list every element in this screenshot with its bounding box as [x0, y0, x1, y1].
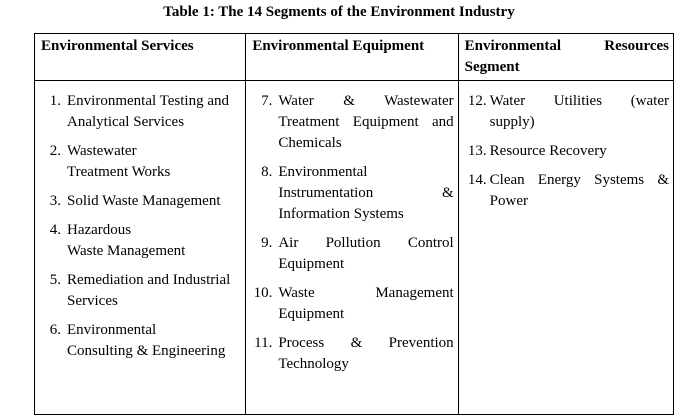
header-environmental-services: Environmental Services — [35, 34, 246, 81]
service-segment-item — [35, 270, 241, 312]
item-number: 4. — [49, 222, 61, 238]
item-text — [67, 270, 241, 312]
item-number: 5. — [49, 272, 61, 288]
item-text-line: Consulting & Engineering — [67, 343, 226, 359]
item-text-line: Power — [489, 193, 528, 209]
service-segment-item — [35, 220, 241, 262]
item-text-line: Remediation and Industrial — [67, 272, 231, 288]
item-text — [67, 220, 241, 262]
item-text — [67, 320, 241, 362]
item-text — [490, 141, 669, 162]
table-header-row — [35, 34, 674, 81]
item-text — [67, 141, 241, 183]
item-text-line: Air Pollution Control — [278, 235, 454, 251]
item-number: 14. — [467, 172, 487, 188]
item-text — [490, 91, 669, 133]
item-text-line: Environmental — [278, 164, 368, 180]
item-text — [278, 233, 453, 275]
header-resources-line-1: Environmental Resources — [464, 38, 669, 54]
item-text-line: Water & Wastewater — [278, 93, 454, 109]
item-text-line: Instrumentation & — [278, 185, 454, 201]
resources-segment-item — [459, 91, 669, 133]
item-text — [67, 191, 241, 212]
item-text-line: Analytical Services — [67, 114, 185, 130]
equipment-segment-item — [246, 91, 453, 154]
header-environmental-resources — [458, 34, 673, 81]
header-resources-line-2: Segment — [464, 59, 520, 75]
item-text-line: Equipment — [278, 306, 345, 322]
service-segment-item — [35, 320, 241, 362]
item-text-line: Clean Energy Systems & — [489, 172, 669, 188]
resources-segment-item — [459, 170, 669, 212]
item-text-line: Equipment — [278, 256, 345, 272]
item-number: 12. — [467, 93, 487, 109]
item-text-line: Chemicals — [278, 135, 342, 151]
segments-table — [34, 33, 674, 415]
item-text-line: Waste Management — [278, 285, 454, 301]
service-segment-item — [35, 141, 241, 183]
item-number: 1. — [49, 93, 61, 109]
services-cell — [35, 81, 246, 415]
equipment-segment-item — [246, 333, 453, 375]
item-number: 11. — [254, 335, 273, 351]
table-caption: Table 1: The 14 Segments of the Environment Industry — [163, 4, 515, 20]
header-environmental-equipment: Environmental Equipment — [246, 34, 458, 81]
item-text-line: Waste Management — [67, 243, 186, 259]
item-text-line: Technology — [278, 356, 349, 372]
resources-list — [459, 91, 669, 212]
item-text — [278, 162, 453, 225]
item-text-line: Water Utilities (water — [489, 93, 669, 109]
services-list — [35, 91, 241, 362]
item-text-line: Environmental — [67, 322, 157, 338]
resources-cell — [458, 81, 673, 415]
item-text — [67, 91, 241, 133]
item-text-line: Process & Prevention — [278, 335, 454, 351]
table-body-row — [35, 81, 674, 415]
item-number: 13. — [467, 143, 487, 159]
resources-segment-item — [459, 141, 669, 162]
item-text-line: Wastewater — [67, 143, 137, 159]
item-text — [278, 283, 453, 325]
item-number: 6. — [49, 322, 61, 338]
item-text-line: Solid Waste Management — [67, 193, 221, 209]
equipment-list — [246, 91, 453, 375]
service-segment-item — [35, 191, 241, 212]
item-text — [278, 91, 453, 154]
item-number: 2. — [49, 143, 61, 159]
item-text-line: supply) — [489, 114, 535, 130]
item-text-line: Treatment Equipment and — [278, 114, 454, 130]
item-text-line: Hazardous — [67, 222, 132, 238]
item-text-line: Services — [67, 293, 118, 309]
item-text-line: Resource Recovery — [489, 143, 607, 159]
item-number: 8. — [261, 164, 273, 180]
item-number: 7. — [261, 93, 273, 109]
equipment-segment-item — [246, 283, 453, 325]
item-text — [278, 333, 453, 375]
item-text-line: Treatment Works — [67, 164, 171, 180]
item-number: 9. — [261, 235, 273, 251]
item-text-line: Information Systems — [278, 206, 404, 222]
service-segment-item — [35, 91, 241, 133]
item-number: 3. — [49, 193, 61, 209]
equipment-segment-item — [246, 162, 453, 225]
item-number: 10. — [253, 285, 273, 301]
equipment-cell — [246, 81, 458, 415]
item-text — [490, 170, 669, 212]
item-text-line: Environmental Testing and — [67, 93, 229, 109]
equipment-segment-item — [246, 233, 453, 275]
